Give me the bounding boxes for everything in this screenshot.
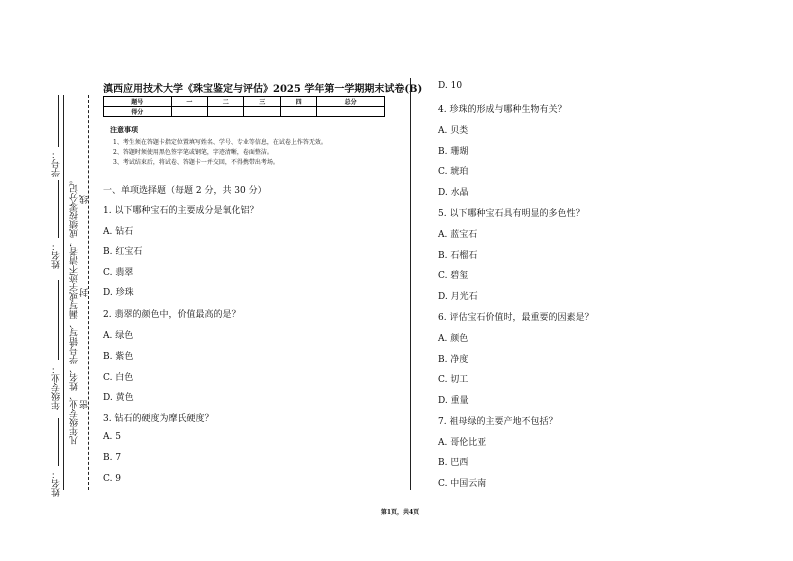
score-cell: 得分 — [104, 107, 172, 117]
score-cell[interactable] — [317, 107, 385, 117]
seal-word-mi: 密 — [80, 400, 90, 409]
notice-item: 2、答题时须使用黑色签字笔或钢笔，字迹清晰，卷面整洁。 — [113, 149, 273, 156]
seal-word-feng: 封 — [80, 288, 90, 297]
major-fill — [58, 280, 59, 360]
score-table — [103, 96, 385, 117]
option-text: A. 绿色 — [103, 331, 134, 341]
option-text: D. 黄色 — [103, 393, 134, 403]
name-label-upper: 姓名： — [52, 242, 62, 269]
question-text: 2. 翡翠的颜色中，价值最高的是？ — [103, 310, 241, 320]
question-text: 3. 钻石的硬度为摩氏硬度？ — [103, 414, 214, 424]
name-label-lower: 姓名： — [52, 470, 62, 497]
score-cell: 题号 — [104, 97, 172, 107]
column-divider — [410, 78, 411, 490]
option-text: C. 碧玺 — [438, 271, 469, 281]
option-text: D. 10 — [438, 81, 463, 91]
question-text: 7. 祖母绿的主要产地不包括？ — [438, 417, 558, 427]
option-text: B. 净度 — [438, 355, 469, 365]
name-fill-lower — [58, 418, 59, 466]
option-text: B. 红宝石 — [103, 247, 143, 257]
option-text: C. 中国云南 — [438, 479, 487, 489]
name-fill-upper — [58, 180, 59, 238]
page-number: 第1页，共4页 — [380, 509, 420, 516]
binding-warning: 凡年级专业、姓名、学号错写、漏写或字迹不清者，成绩按零分记。 — [70, 175, 80, 445]
score-table-header-row — [104, 97, 385, 107]
question-text: 5. 以下哪种宝石具有明显的多色性？ — [438, 209, 585, 219]
score-table-score-row — [104, 107, 385, 117]
option-text: C. 9 — [103, 474, 122, 484]
option-text: B. 紫色 — [103, 352, 134, 362]
option-text: C. 翡翠 — [103, 268, 134, 278]
option-text: A. 钻石 — [103, 227, 134, 237]
seal-word-xian: 线 — [80, 195, 90, 204]
score-cell: 二 — [208, 97, 244, 107]
section-title: 一、单项选择题（每题 2 分，共 30 分） — [103, 186, 267, 196]
option-text: D. 水晶 — [438, 188, 469, 198]
option-text: B. 石榴石 — [438, 251, 478, 261]
option-text: B. 巴西 — [438, 458, 469, 468]
option-text: D. 珍珠 — [103, 288, 134, 298]
binding-line-outer — [63, 95, 64, 490]
score-cell[interactable] — [280, 107, 316, 117]
score-cell: 总分 — [317, 97, 385, 107]
score-cell[interactable] — [208, 107, 244, 117]
option-text: A. 颜色 — [438, 334, 469, 344]
notice-item: 3、考试结束后，将试卷、答题卡一并交回，不得携带出考场。 — [113, 159, 279, 166]
student-id-fill — [58, 95, 59, 147]
question-text: 6. 评估宝石价值时，最重要的因素是？ — [438, 313, 594, 323]
major-label: 年级专业： — [52, 365, 62, 410]
notice-item: 1、考生须在答题卡指定位置填写姓名、学号、专业等信息，在试卷上作答无效。 — [113, 139, 327, 146]
option-text: D. 重量 — [438, 396, 469, 406]
option-text: A. 哥伦比亚 — [438, 438, 487, 448]
score-cell: 四 — [280, 97, 316, 107]
score-cell[interactable] — [244, 107, 280, 117]
question-text: 4. 珍珠的形成与哪种生物有关？ — [438, 105, 567, 115]
option-text: C. 切工 — [438, 375, 469, 385]
score-cell: 一 — [171, 97, 207, 107]
option-text: B. 7 — [103, 453, 122, 463]
score-cell[interactable] — [171, 107, 207, 117]
exam-title: 滇西应用技术大学《珠宝鉴定与评估》2025 学年第一学期期末试卷(B) — [103, 84, 423, 95]
option-text: A. 5 — [103, 432, 121, 442]
option-text: A. 贝类 — [438, 126, 469, 136]
option-text: C. 白色 — [103, 373, 134, 383]
student-id-label: 学号： — [52, 150, 62, 177]
score-cell: 三 — [244, 97, 280, 107]
option-text: A. 蓝宝石 — [438, 230, 478, 240]
question-text: 1. 以下哪种宝石的主要成分是氧化铝？ — [103, 206, 259, 216]
option-text: D. 月光石 — [438, 292, 478, 302]
option-text: C. 琥珀 — [438, 167, 469, 177]
notice-title: 注意事项 — [110, 125, 138, 134]
option-text: B. 珊瑚 — [438, 147, 469, 157]
